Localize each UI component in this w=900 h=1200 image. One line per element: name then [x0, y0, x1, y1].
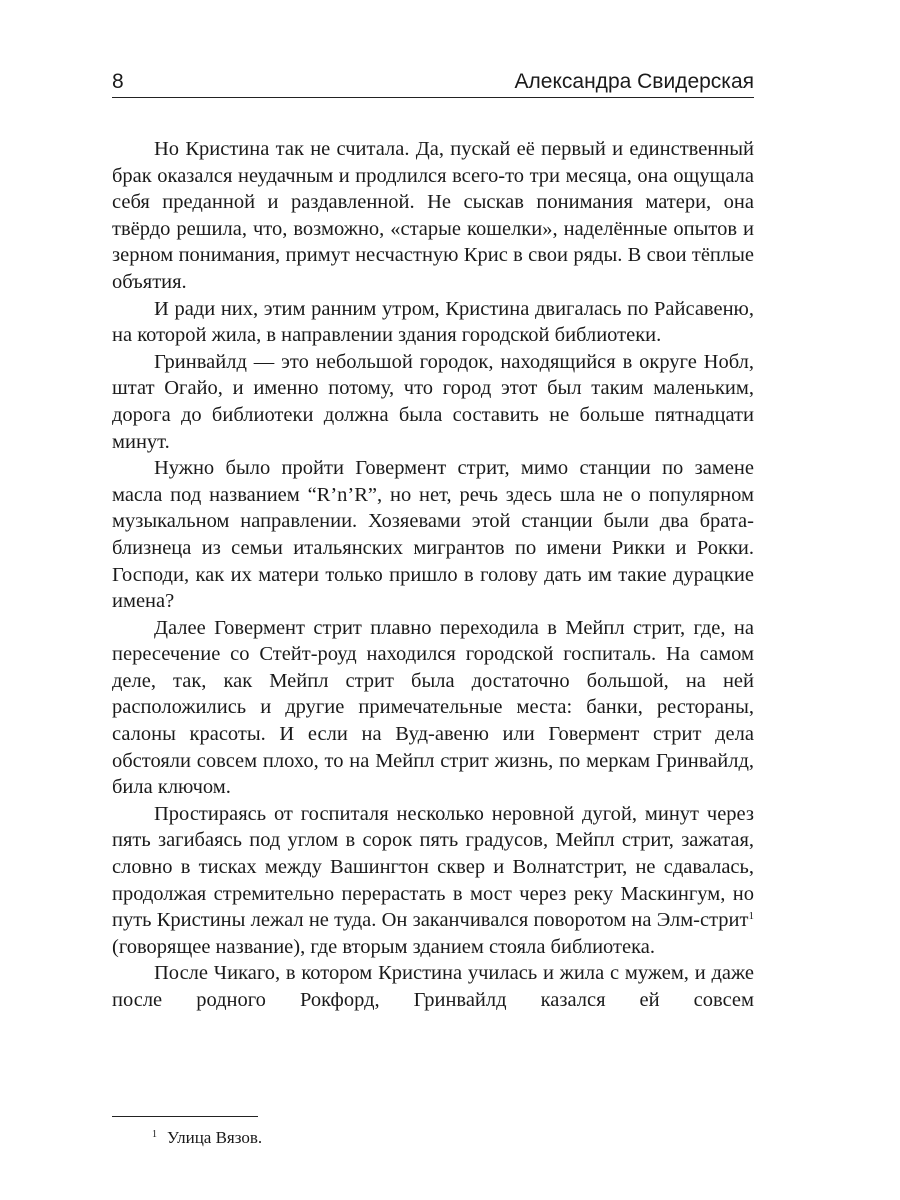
paragraph: После Чикаго, в котором Кристина училась и жила с мужем, и даже после родного Рокфорд, Гринвайлд казался ей совсем: [112, 962, 754, 1011]
footnote-reference[interactable]: 1: [748, 910, 754, 923]
footnote: [152, 1128, 262, 1148]
paragraph-with-footnote: [112, 801, 754, 961]
footnote-text: Улица Вязов.: [167, 1128, 263, 1147]
header-rule: [112, 97, 754, 98]
page-number: 8: [112, 70, 124, 93]
main-text: [112, 136, 754, 1014]
paragraph: Но Кристина так не считала. Да, пускай её первый и единственный брак оказался неудачным и продлился всего-то три месяца, она ощущала себя преданной и раздавленной. Не сыскав понимания матери, она твёрдо решила, что, возможно, «старые кошелки», наделённые опытов и зерном понимания, примут несчастную Крис в свои ряды. В свои тёплые объятия.: [112, 138, 754, 293]
paragraph-text-before-note: Простираясь от госпиталя несколько неровной дугой, минут через пять загибаясь под углом в сорок пять градусов, Мейпл стрит, зажатая, словно в тисках между Вашингтон сквер и Волнатстрит, не сдавалась, продолжая стремительно перерастать в мост через реку Маскингум, но путь Кристины лежал не туда. Он заканчивался поворотом на Элм-стрит: [112, 802, 754, 932]
footnote-mark: 1: [152, 1129, 157, 1140]
paragraph: И ради них, этим ранним утром, Кристина двигалась по Райсавеню, на которой жила, в направлении здания городской библиотеки.: [112, 297, 754, 347]
footnote-rule: [112, 1116, 258, 1117]
paragraph-text-after-note: (говорящее название), где вторым зданием стояла библиотека.: [112, 935, 655, 958]
paragraph: Далее Говермент стрит плавно переходила в Мейпл стрит, где, на пересечение со Стейт-роуд находился городской госпиталь. На самом деле, так, как Мейпл стрит была достаточно большой, на ней расположились и другие примечательные места: банки, рестораны, салоны красоты. И если на Вуд-авеню или Говермент стрит дела обстояли совсем плохо, то на Мейпл стрит жизнь, по меркам Гринвайлд, била ключом.: [112, 616, 754, 799]
paragraph: Нужно было пройти Говермент стрит, мимо станции по замене масла под названием “R’n’R”, но нет, речь здесь шла не о популярном музыкальном направлении. Хозяевами этой станции были два брата-близнеца из семьи итальянских мигрантов по имени Рикки и Рокки. Господи, как их матери только пришло в голову дать им такие дурацкие имена?: [112, 457, 754, 613]
running-title: Александра Свидерская: [514, 70, 754, 93]
paragraph: Гринвайлд — это небольшой городок, находящийся в округе Нобл, штат Огайо, и именно потому, что город этот был таким маленьким, дорога до библиотеки должна была составить не больше пятнадцати минут.: [112, 350, 754, 453]
